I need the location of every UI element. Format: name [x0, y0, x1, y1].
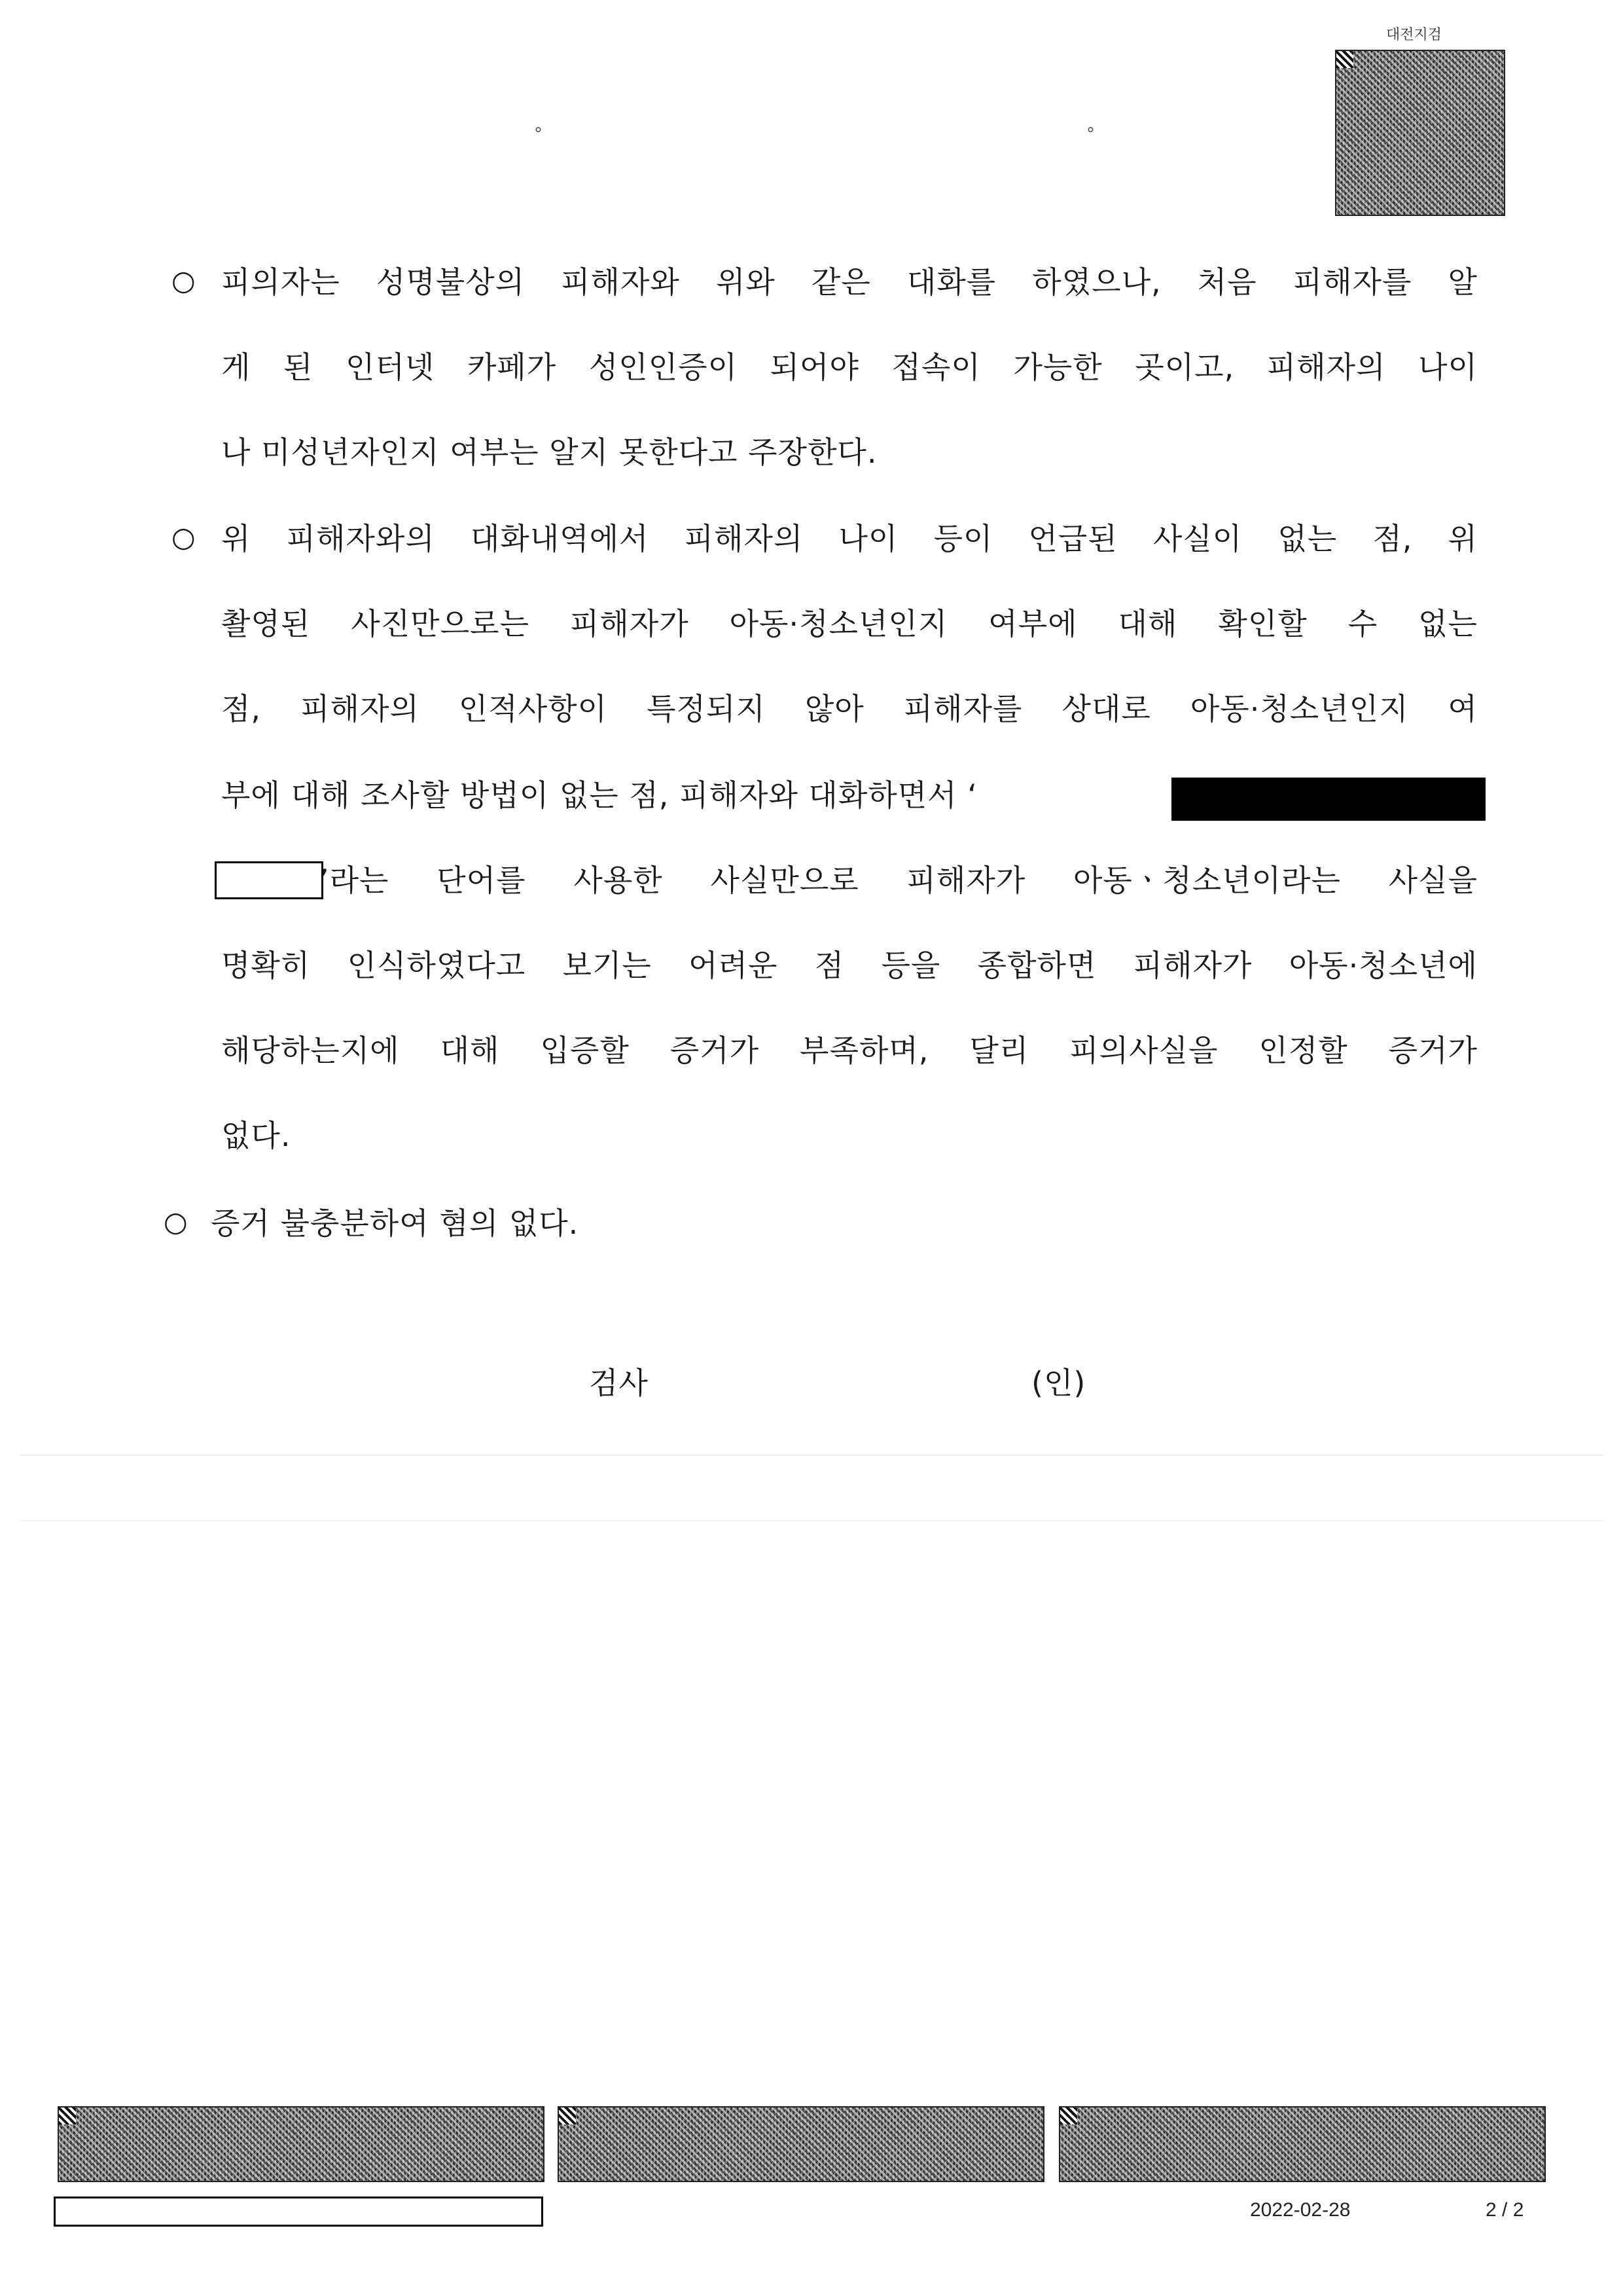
barcode-corner-mark — [1336, 51, 1353, 68]
paragraph-2-line: 없다. — [221, 1118, 291, 1153]
paragraph-2-line: 위 피해자와의 대화내역에서 피해자의 나이 등이 언급된 사실이 없는 점, 위 — [221, 521, 1478, 556]
bullet-circle: ○ — [171, 521, 196, 553]
paragraph-1-line: 피의자는 성명불상의 피해자와 위와 같은 대화를 하였으나, 처음 피해자를 알 — [221, 264, 1478, 300]
issuing-office: 대전지검 — [1386, 27, 1442, 43]
page-number: 2 / 2 — [1486, 2199, 1524, 2221]
document-barcode-bottom-center — [558, 2106, 1044, 2182]
scan-artifact-line — [20, 1520, 1603, 1521]
barcode-corner-mark — [1060, 2108, 1077, 2125]
scan-mark-left: ° — [534, 124, 543, 144]
scan-mark-right: ° — [1086, 124, 1095, 144]
paragraph-2-line: ’라는 단어를 사용한 사실만으로 피해자가 아동ㆍ청소년이라는 사실을 — [319, 863, 1478, 898]
paragraph-2-line: 명확히 인식하였다고 보기는 어려운 점 등을 종합하면 피해자가 아동·청소년에 — [221, 948, 1478, 983]
barcode-corner-mark — [59, 2108, 76, 2125]
paragraph-2-line: 점, 피해자의 인적사항이 특정되지 않아 피해자를 상대로 아동·청소년인지 여 — [221, 691, 1478, 726]
paragraph-2-line: 부에 대해 조사할 방법이 없는 점, 피해자와 대화하면서 ‘ — [221, 778, 978, 813]
document-barcode-top — [1335, 50, 1505, 216]
document-barcode-bottom-left — [58, 2106, 544, 2182]
scan-artifact-line — [20, 1454, 1603, 1456]
bullet-circle: ○ — [164, 1206, 188, 1238]
paragraph-1-line: 나 미성년자인지 여부는 알지 못한다고 주장한다. — [221, 435, 878, 470]
paragraph-1-line: 게 된 인터넷 카페가 성인인증이 되어야 접속이 가능한 곳이고, 피해자의 나이 — [221, 350, 1478, 385]
paragraph-3-text: 증거 불충분하여 혐의 없다. — [211, 1206, 579, 1241]
paragraph-2-line: 해당하는지에 대해 입증할 증거가 부족하며, 달리 피의사실을 인정할 증거가 — [221, 1033, 1478, 1068]
prosecutor-title: 검사 — [589, 1365, 649, 1401]
redaction-outlined — [215, 861, 323, 899]
issue-date: 2022-02-28 — [1250, 2199, 1351, 2221]
redaction-outlined-footer — [54, 2197, 543, 2227]
paragraph-2-line: 촬영된 사진만으로는 피해자가 아동·청소년인지 여부에 대해 확인할 수 없는 — [221, 606, 1478, 641]
document-barcode-bottom-right — [1059, 2106, 1546, 2182]
seal-placeholder: (인) — [1031, 1365, 1086, 1401]
bullet-circle: ○ — [171, 264, 196, 296]
barcode-corner-mark — [559, 2108, 576, 2125]
redaction-filled — [1171, 778, 1486, 821]
